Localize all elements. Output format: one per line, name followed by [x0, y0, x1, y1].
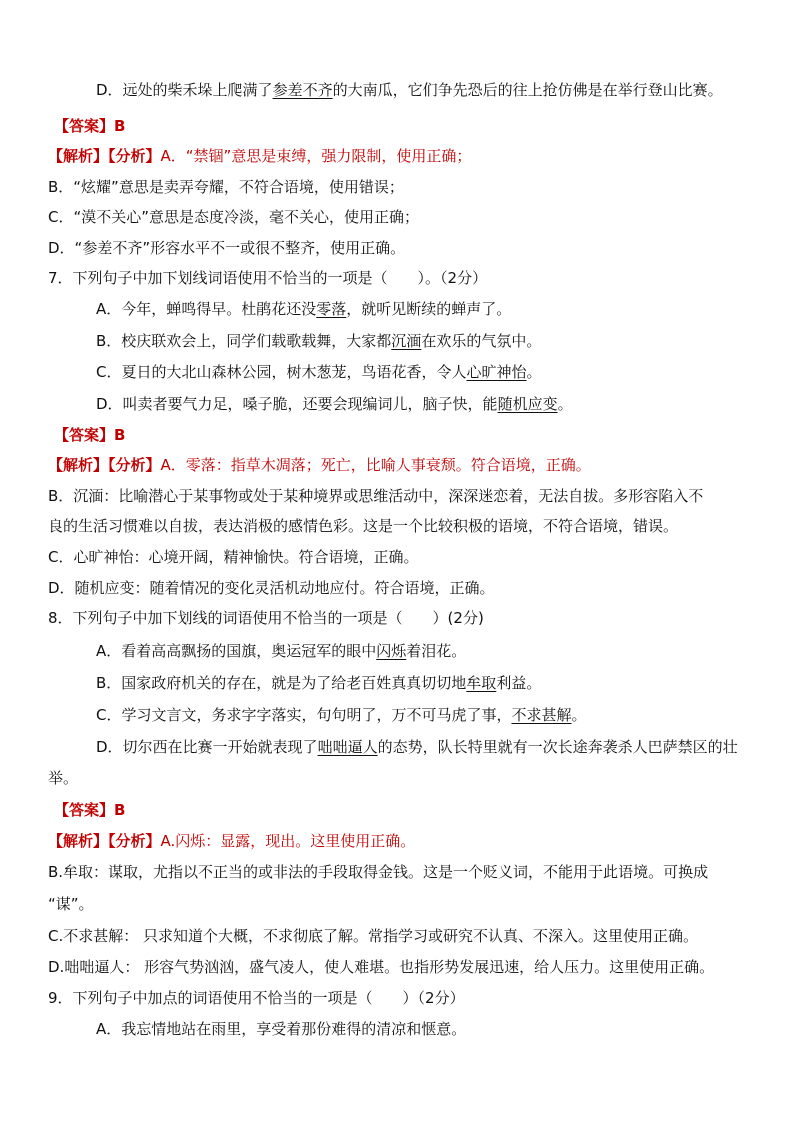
q8-option-a: A．看着高高飘扬的国旗，奥运冠军的眼中闪烁着泪花。 [96, 642, 467, 660]
q8-option-d-line1: D．切尔西在比赛一开始就表现了咄咄逼人的态势，队长特里就有一次长途奔袭杀人巴萨禁区的壮 [96, 738, 738, 756]
q8-option-c: C．学习文言文，务求字字落实，句句明了，万不可马虎了事，不求甚解。 [96, 706, 587, 724]
underlined-word: 沉湎 [391, 332, 422, 350]
q6-analysis-b: B．“炫耀”意思是卖弄夸耀，不符合语境，使用错误； [48, 178, 404, 196]
q8-option-b: B．国家政府机关的存在，就是为了给老百姓真真切切地牟取利益。 [96, 674, 542, 692]
q7-analysis-c: C．心旷神怡：心境开阔，精神愉快。符合语境，正确。 [48, 548, 419, 566]
underlined-word: 闪烁 [376, 642, 407, 660]
q7-option-a: A．今年，蝉鸣得早。杜鹃花还没零落，就听见断续的蝉声了。 [96, 300, 512, 318]
q7-analysis-d: D．随机应变：随着情况的变化灵活机动地应付。符合语境，正确。 [48, 579, 495, 597]
q6-analysis-a: 【解析】【分析】A．“禁锢”意思是束缚，强力限制，使用正确； [48, 147, 472, 165]
q8-option-d-line2: 举。 [48, 769, 79, 787]
underlined-word: 牟取 [466, 674, 497, 692]
underlined-word: 不求甚解 [511, 706, 572, 724]
q6-analysis-c: C．“漠不关心”意思是态度冷淡，毫不关心，使用正确； [48, 208, 420, 226]
q8-analysis-b-line2: “谋”。 [48, 895, 94, 913]
q7-analysis-b-line1: B．沉湎：比喻潜心于某事物或处于某种境界或思维活动中，深深迷恋着，无法自拔。多形容陷入不 [48, 487, 704, 505]
q8-stem: 8．下列句子中加下划线的词语使用不恰当的一项是（ ）(2分) [48, 609, 484, 627]
q9-option-a: A．我忘情地站在雨里，享受着那份难得的清凉和惬意。 [96, 1020, 467, 1038]
q7-analysis-a: 【解析】【分析】A．零落：指草木凋落；死亡，比喻人事衰颓。符合语境，正确。 [48, 456, 591, 474]
q7-stem: 7．下列句子中加下划线词语使用不恰当的一项是（ ）。（2分） [48, 269, 488, 287]
q8-analysis-b-line1: B.牟取：谋取，尤指以不正当的或非法的手段取得金钱。这是一个贬义词，不能用于此语境。可换成 [48, 863, 709, 881]
analysis-tag: 【解析】【分析】 [48, 147, 161, 165]
underlined-word: 咄咄逼人 [317, 738, 378, 756]
q8-analysis-d: D.咄咄逼人： 形容气势汹汹，盛气凌人，使人难堪。也指形势发展迅速，给人压力。这里使用正确。 [48, 958, 715, 976]
q7-analysis-b-line2: 良的生活习惯难以自拔，表达消极的感情色彩。这是一个比较积极的语境，不符合语境，错误。 [48, 517, 679, 535]
q6-option-d: D．远处的柴禾垛上爬满了参差不齐的大南瓜，它们争先恐后的往上抢仿佛是在举行登山比赛。 [96, 81, 723, 99]
q9-stem: 9．下列句子中加点的词语使用不恰当的一项是（ ）（2分） [48, 989, 465, 1007]
underlined-word: 随机应变 [497, 395, 558, 413]
underlined-word: 零落 [316, 300, 347, 318]
q7-option-c: C．夏日的大北山森林公园，树木葱茏，鸟语花香，令人心旷神怡。 [96, 363, 542, 381]
q8-analysis-a: 【解析】【分析】A.闪烁：显露，现出。这里使用正确。 [48, 832, 416, 850]
analysis-tag: 【解析】【分析】 [48, 456, 161, 474]
q7-option-d: D．叫卖者要气力足，嗓子脆，还要会现编词儿，脑子快，能随机应变。 [96, 395, 573, 413]
q7-option-b: B．校庆联欢会上，同学们载歌载舞，大家都沉湎在欢乐的气氛中。 [96, 332, 542, 350]
q6-analysis-d: D．“参差不齐”形容水平不一或很不整齐，使用正确。 [48, 239, 406, 257]
q6-answer: 【答案】B [54, 117, 126, 135]
q7-answer: 【答案】B [54, 426, 126, 444]
underlined-word: 心旷神怡 [466, 363, 527, 381]
q8-answer: 【答案】B [54, 801, 126, 819]
q8-analysis-c: C.不求甚解： 只求知道个大概，不求彻底了解。常指学习或研究不认真、不深入。这里使用正确。 [48, 927, 699, 945]
underlined-word: 参差不齐 [272, 81, 333, 99]
analysis-tag: 【解析】【分析】 [48, 832, 161, 850]
